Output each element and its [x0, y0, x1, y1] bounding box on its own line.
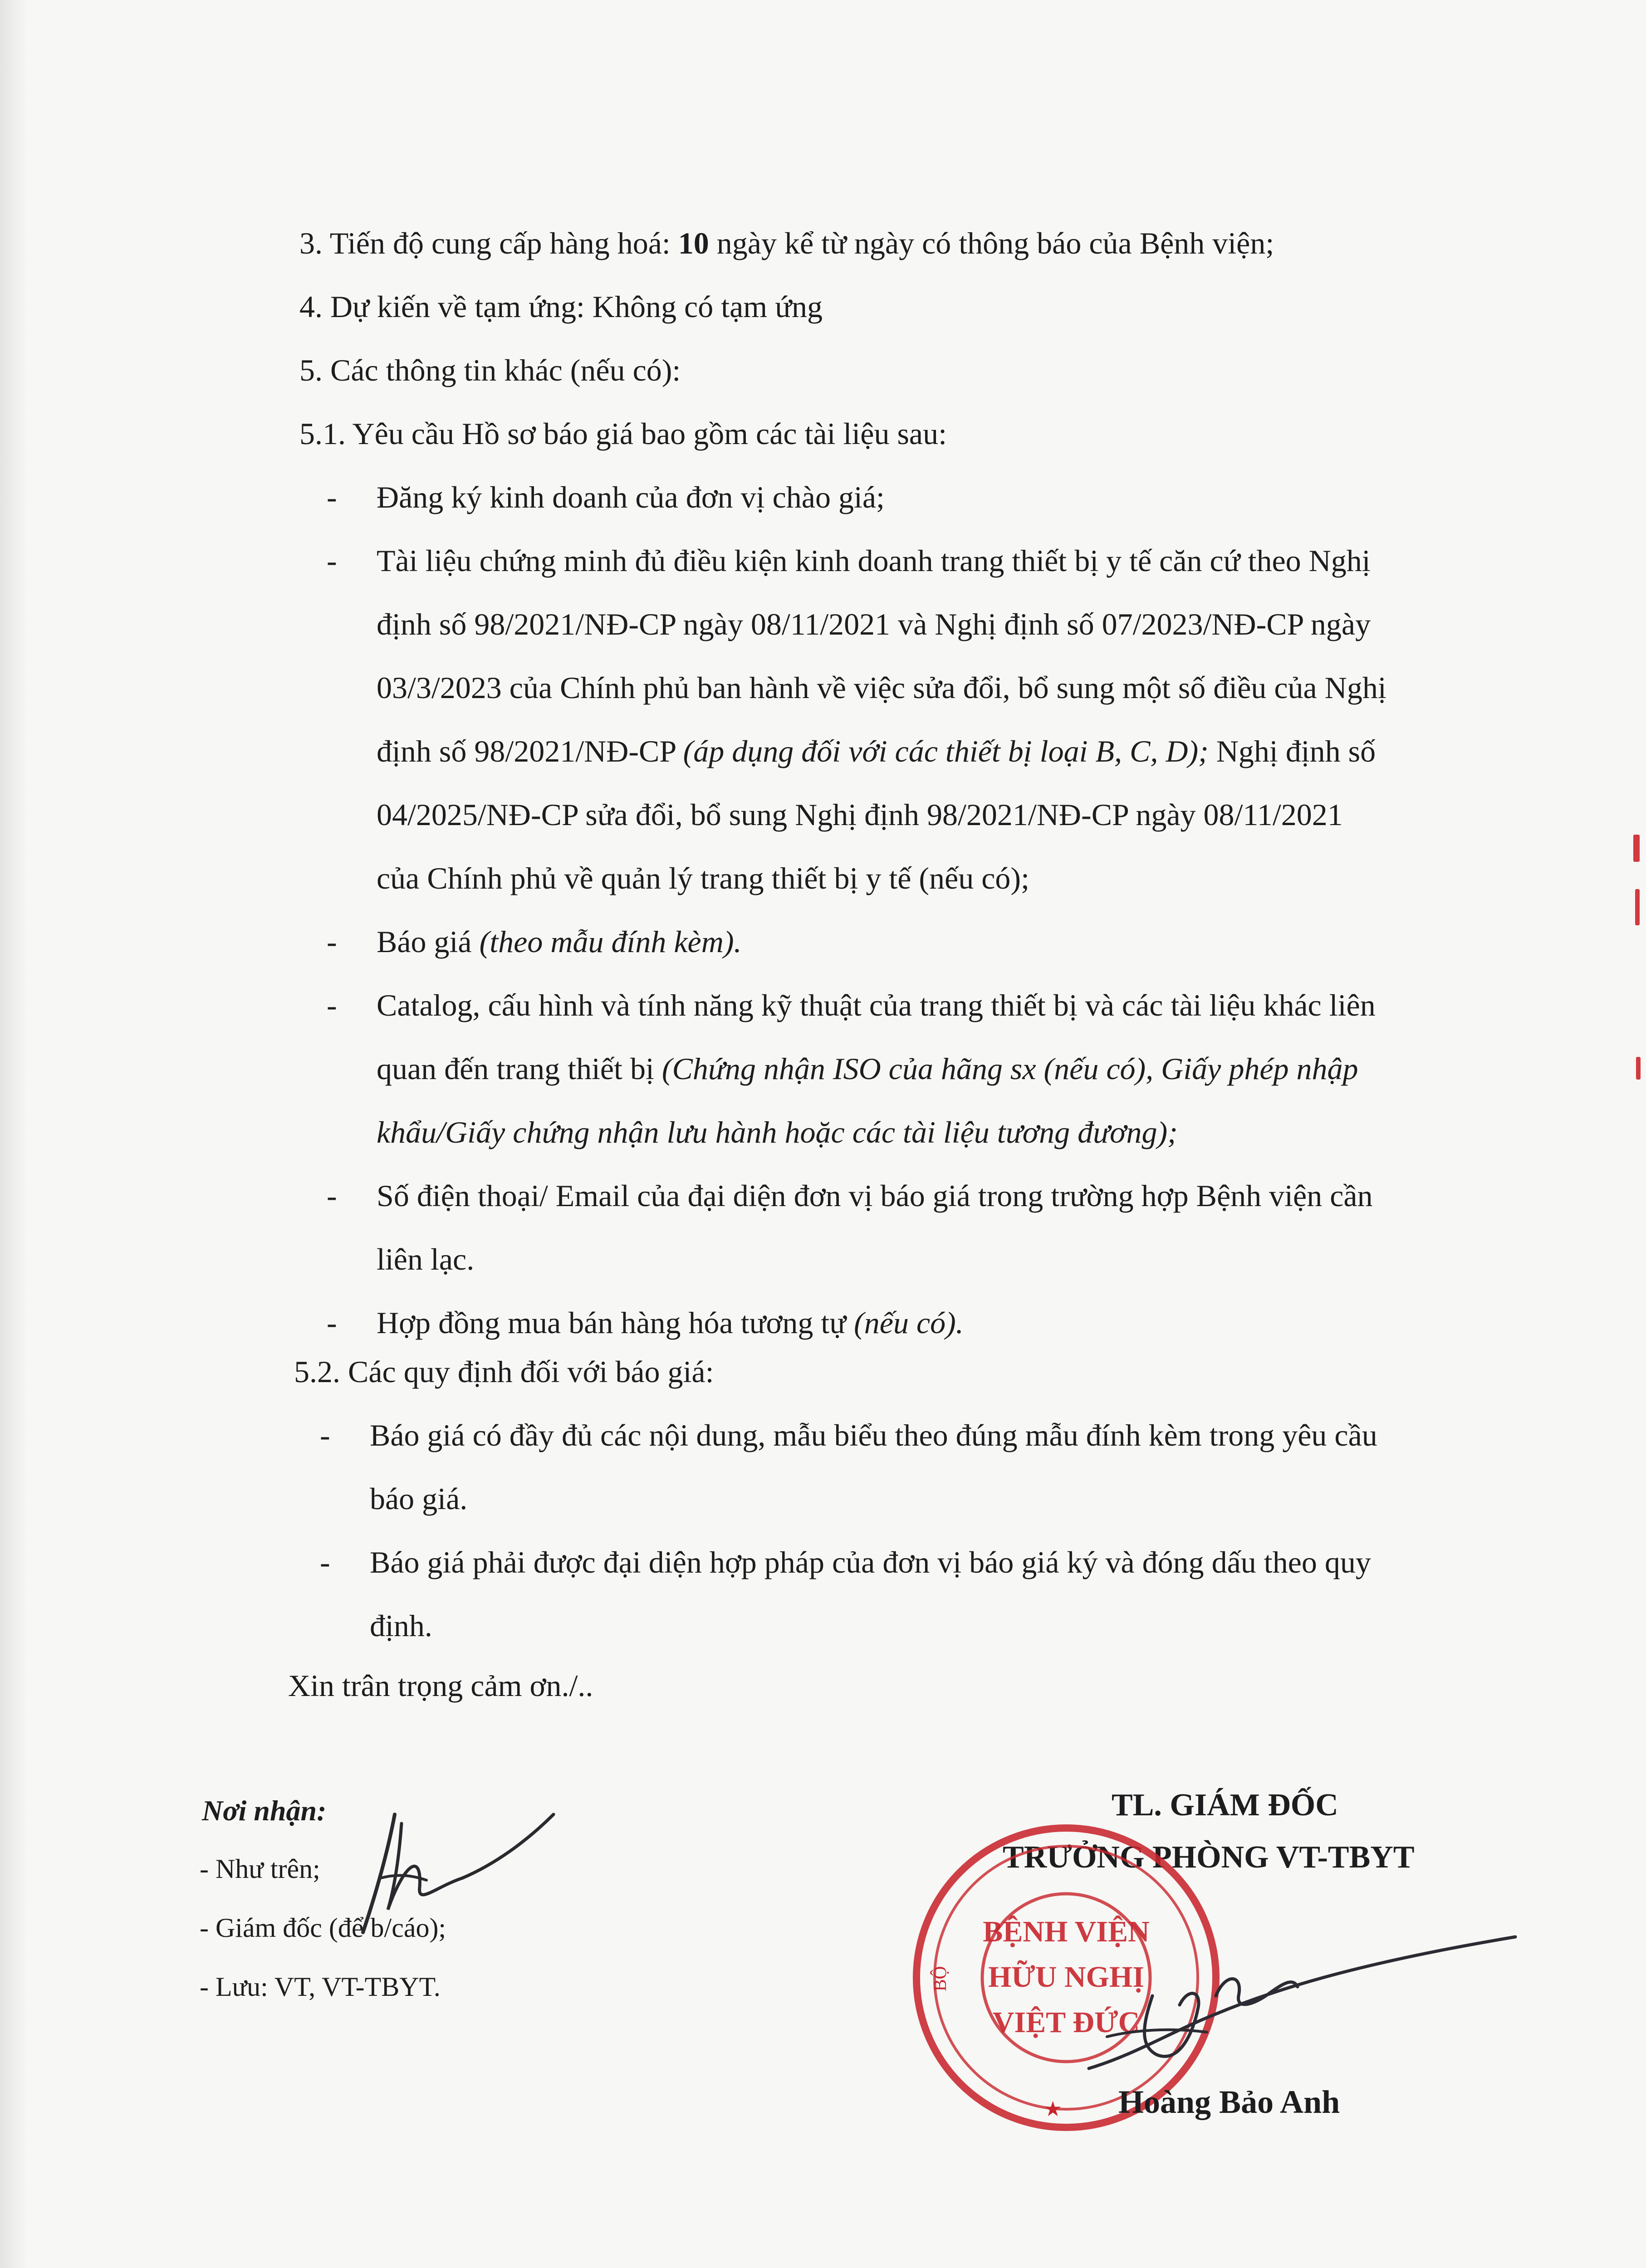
rule-complete-content-line-1: Báo giá có đầy đủ các nội dung, mẫu biểu theo đúng mẫu đính kèm trong yêu cầu: [370, 1418, 1377, 1452]
bullet-dash: -: [320, 1418, 330, 1452]
red-ink-mark: [1636, 1057, 1641, 1080]
signature-title-for-director: TL. GIÁM ĐỐC: [1112, 1788, 1338, 1823]
bullet-dash: -: [327, 543, 337, 578]
list-item-catalog-line-1: Catalog, cấu hình và tính năng kỹ thuật của trang thiết bị và các tài liệu khác liên: [377, 988, 1376, 1022]
list-item-quotation: Báo giá (theo mẫu đính kèm).: [377, 924, 742, 959]
list-item-similar-contracts: Hợp đồng mua bán hàng hóa tương tự (nếu có).: [377, 1305, 964, 1340]
rule-complete-content-line-2: báo giá.: [370, 1481, 468, 1516]
bullet-dash: -: [327, 988, 337, 1022]
bullet-dash: -: [327, 480, 337, 514]
list-item-eligibility-docs-line-1: Tài liệu chứng minh đủ điều kiện kinh doanh trang thiết bị y tế căn cứ theo Nghị: [377, 543, 1371, 578]
item-5-1-heading: 5.1. Yêu cầu Hồ sơ báo giá bao gồm các tài liệu sau:: [299, 416, 947, 451]
list-item-eligibility-docs-line-4: định số 98/2021/NĐ-CP (áp dụng đối với các thiết bị loại B, C, D); Nghị định số: [377, 734, 1376, 768]
stamp-star: ★: [1043, 2097, 1063, 2121]
item-5-other-info: 5. Các thông tin khác (nếu có):: [299, 353, 681, 387]
list-item-eligibility-docs-line-2: định số 98/2021/NĐ-CP ngày 08/11/2021 và Nghị định số 07/2023/NĐ-CP ngày: [377, 607, 1371, 641]
item-4-advance-payment: 4. Dự kiến về tạm ứng: Không có tạm ứng: [299, 289, 823, 324]
handwritten-signature: [1080, 1919, 1524, 2091]
stamp-side-text: BỘ: [930, 1966, 950, 1991]
item-5-2-heading: 5.2. Các quy định đối với báo giá:: [294, 1354, 714, 1389]
list-item-eligibility-docs-line-6: của Chính phủ về quản lý trang thiết bị y tế (nếu có);: [377, 861, 1029, 895]
signature-title-department-head: TRƯỞNG PHÒNG VT-TBYT: [1003, 1840, 1415, 1875]
bullet-dash: -: [327, 1305, 337, 1340]
stamp-line-2: HỮU NGHỊ: [988, 1960, 1145, 1994]
recipient-director: - Giám đốc (để b/cáo);: [200, 1913, 446, 1943]
rule-signed-stamped-line-1: Báo giá phải được đại diện hợp pháp của đơn vị báo giá ký và đóng dấu theo quy: [370, 1545, 1371, 1579]
list-item-eligibility-docs-line-3: 03/3/2023 của Chính phủ ban hành về việc sửa đổi, bổ sung một số điều của Nghị: [377, 670, 1386, 705]
rule-signed-stamped-line-2: định.: [370, 1608, 432, 1643]
initials-signature: [345, 1796, 572, 1946]
list-item-eligibility-docs-line-5: 04/2025/NĐ-CP sửa đổi, bổ sung Nghị định 98/2021/NĐ-CP ngày 08/11/2021: [377, 797, 1343, 832]
bullet-dash: -: [327, 924, 337, 959]
stamp-line-1: BỆNH VIỆN: [983, 1915, 1150, 1948]
stamp-line-3: VIỆT ĐỨC: [992, 2006, 1140, 2039]
bullet-dash: -: [320, 1545, 330, 1579]
signer-name: Hoàng Bảo Anh: [1118, 2084, 1340, 2120]
list-item-catalog-line-3: khẩu/Giấy chứng nhận lưu hành hoặc các tài liệu tương đương);: [377, 1115, 1178, 1149]
recipient-as-above: - Như trên;: [200, 1854, 320, 1884]
closing-thanks: Xin trân trọng cảm ơn./..: [288, 1668, 593, 1703]
list-item-business-registration: Đăng ký kinh doanh của đơn vị chào giá;: [377, 480, 885, 514]
red-ink-mark: [1635, 889, 1640, 925]
bullet-dash: -: [327, 1178, 337, 1213]
red-ink-mark: [1633, 835, 1640, 862]
list-item-catalog-line-2: quan đến trang thiết bị (Chứng nhận ISO của hãng sx (nếu có), Giấy phép nhập: [377, 1051, 1358, 1086]
scan-edge-shadow: [0, 0, 27, 2268]
list-item-contact-line-1: Số điện thoại/ Email của đại diện đơn vị báo giá trong trường hợp Bệnh viện cần: [377, 1178, 1373, 1213]
item-3-delivery-schedule: 3. Tiến độ cung cấp hàng hoá: 10 ngày kể từ ngày có thông báo của Bệnh viện;: [299, 226, 1274, 260]
list-item-contact-line-2: liên lạc.: [377, 1242, 475, 1276]
recipients-heading: Nơi nhận:: [202, 1794, 327, 1827]
recipient-archive: - Lưu: VT, VT-TBYT.: [200, 1972, 441, 2002]
